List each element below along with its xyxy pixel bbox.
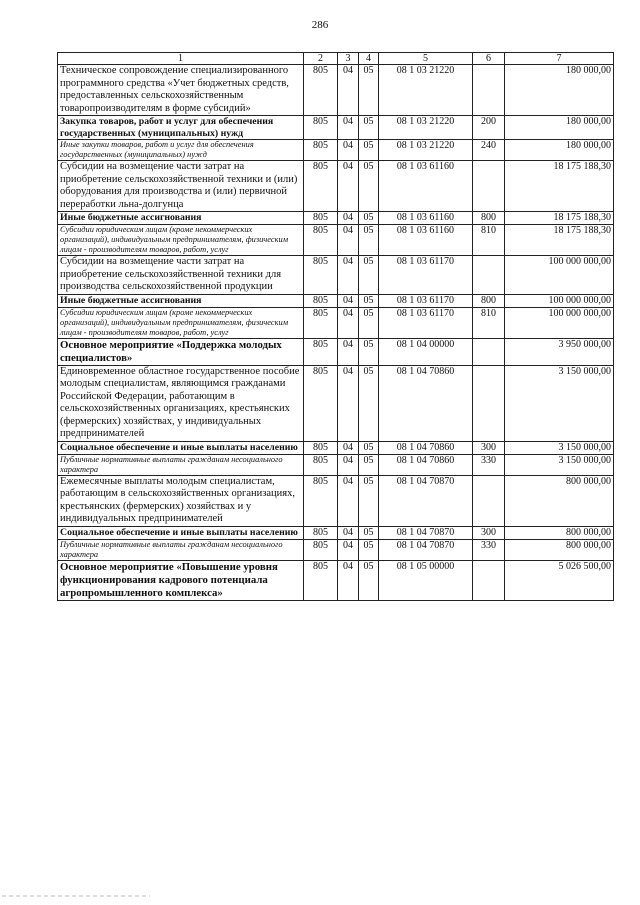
row-name-cell: Публичные нормативные выплаты гражданам несоциального характера: [58, 454, 304, 475]
subsection-cell: 05: [359, 539, 379, 560]
table-row: [58, 140, 614, 161]
subsection-cell: 05: [359, 475, 379, 526]
section-cell: 04: [338, 212, 359, 225]
section-cell: 04: [338, 539, 359, 560]
table-row: [58, 307, 614, 338]
table-row: [58, 256, 614, 295]
section-cell: 04: [338, 140, 359, 161]
section-cell: 04: [338, 454, 359, 475]
table-row: [58, 441, 614, 454]
subsection-cell: 05: [359, 212, 379, 225]
section-cell: 04: [338, 307, 359, 338]
subsection-cell: 05: [359, 161, 379, 212]
expense-type-cell: [473, 161, 505, 212]
amount-cell: 100 000 000,00: [505, 294, 614, 307]
amount-cell: 800 000,00: [505, 539, 614, 560]
column-header: 4: [359, 53, 379, 65]
amount-cell: 180 000,00: [505, 140, 614, 161]
table-row: [58, 116, 614, 140]
row-name-cell: Основное мероприятие «Повышение уровня функционирования кадрового потенциала агропромышленного комплекса»: [58, 560, 304, 600]
section-cell: 04: [338, 65, 359, 116]
amount-cell: 180 000,00: [505, 116, 614, 140]
section-cell: 04: [338, 116, 359, 140]
target-article-cell: 08 1 04 70870: [379, 526, 473, 539]
table-row: [58, 161, 614, 212]
table-row: [58, 475, 614, 526]
header-row: [58, 53, 614, 65]
code-admin-cell: 805: [304, 225, 338, 256]
scan-artifact: [0, 893, 160, 899]
expense-type-cell: 200: [473, 116, 505, 140]
amount-cell: 800 000,00: [505, 475, 614, 526]
expense-type-cell: [473, 560, 505, 600]
row-name-cell: Субсидии на возмещение части затрат на приобретение сельскохозяйственной техники и (или) оборудования для производства и (или) первичной переработки льна-долгунца: [58, 161, 304, 212]
row-name-cell: Субсидии на возмещение части затрат на приобретение сельскохозяйственной техники для производства сельскохозяйственной продукции: [58, 256, 304, 295]
section-cell: 04: [338, 441, 359, 454]
amount-cell: 800 000,00: [505, 526, 614, 539]
amount-cell: 3 950 000,00: [505, 338, 614, 365]
row-name-cell: Иные бюджетные ассигнования: [58, 212, 304, 225]
section-cell: 04: [338, 256, 359, 295]
amount-cell: 100 000 000,00: [505, 307, 614, 338]
subsection-cell: 05: [359, 560, 379, 600]
section-cell: 04: [338, 365, 359, 441]
code-admin-cell: 805: [304, 539, 338, 560]
target-article-cell: 08 1 03 61170: [379, 294, 473, 307]
table-body: [58, 65, 614, 601]
code-admin-cell: 805: [304, 294, 338, 307]
expense-type-cell: 300: [473, 526, 505, 539]
expense-type-cell: [473, 256, 505, 295]
target-article-cell: 08 1 03 61160: [379, 161, 473, 212]
table-row: [58, 212, 614, 225]
amount-cell: 3 150 000,00: [505, 454, 614, 475]
code-admin-cell: 805: [304, 212, 338, 225]
amount-cell: 5 026 500,00: [505, 560, 614, 600]
target-article-cell: 08 1 04 70870: [379, 475, 473, 526]
code-admin-cell: 805: [304, 65, 338, 116]
column-header: 6: [473, 53, 505, 65]
code-admin-cell: 805: [304, 307, 338, 338]
column-header: 3: [338, 53, 359, 65]
table-row: [58, 365, 614, 441]
section-cell: 04: [338, 475, 359, 526]
subsection-cell: 05: [359, 225, 379, 256]
target-article-cell: 08 1 04 70860: [379, 365, 473, 441]
amount-cell: 18 175 188,30: [505, 212, 614, 225]
amount-cell: 18 175 188,30: [505, 161, 614, 212]
amount-cell: 100 000 000,00: [505, 256, 614, 295]
subsection-cell: 05: [359, 454, 379, 475]
target-article-cell: 08 1 03 61170: [379, 256, 473, 295]
code-admin-cell: 805: [304, 116, 338, 140]
row-name-cell: Единовременное областное государственное пособие молодым специалистам, являющимся гражданами Российской Федерации, работающим в сельскохозяйственных организациях, крестьянских (фермерских) хозяйствах, у индивидуальных предпринимателей: [58, 365, 304, 441]
amount-cell: 3 150 000,00: [505, 441, 614, 454]
code-admin-cell: 805: [304, 526, 338, 539]
target-article-cell: 08 1 03 61160: [379, 212, 473, 225]
code-admin-cell: 805: [304, 161, 338, 212]
code-admin-cell: 805: [304, 560, 338, 600]
expense-type-cell: 240: [473, 140, 505, 161]
code-admin-cell: 805: [304, 256, 338, 295]
budget-table: [57, 52, 614, 601]
section-cell: 04: [338, 225, 359, 256]
row-name-cell: Субсидии юридическим лицам (кроме некоммерческих организаций), индивидуальным предпринимателям, физическим лицам - производителям товаров, работ, услуг: [58, 307, 304, 338]
expense-type-cell: 800: [473, 294, 505, 307]
section-cell: 04: [338, 526, 359, 539]
target-article-cell: 08 1 03 21220: [379, 116, 473, 140]
subsection-cell: 05: [359, 140, 379, 161]
subsection-cell: 05: [359, 441, 379, 454]
row-name-cell: Ежемесячные выплаты молодым специалистам, работающим в сельскохозяйственных организациях, крестьянских (фермерских) хозяйствах и у индивидуальных предпринимателей: [58, 475, 304, 526]
code-admin-cell: 805: [304, 441, 338, 454]
code-admin-cell: 805: [304, 454, 338, 475]
code-admin-cell: 805: [304, 365, 338, 441]
table-row: [58, 225, 614, 256]
target-article-cell: 08 1 04 70860: [379, 441, 473, 454]
subsection-cell: 05: [359, 65, 379, 116]
amount-cell: 18 175 188,30: [505, 225, 614, 256]
row-name-cell: Публичные нормативные выплаты гражданам несоциального характера: [58, 539, 304, 560]
table-row: [58, 539, 614, 560]
row-name-cell: Иные закупки товаров, работ и услуг для обеспечения государственных (муниципальных) нужд: [58, 140, 304, 161]
target-article-cell: 08 1 04 70870: [379, 539, 473, 560]
code-admin-cell: 805: [304, 338, 338, 365]
expense-type-cell: 810: [473, 307, 505, 338]
subsection-cell: 05: [359, 294, 379, 307]
expense-type-cell: 330: [473, 539, 505, 560]
column-header: 5: [379, 53, 473, 65]
column-header: 1: [58, 53, 304, 65]
subsection-cell: 05: [359, 526, 379, 539]
section-cell: 04: [338, 161, 359, 212]
table-row: [58, 65, 614, 116]
page-number: 286: [311, 19, 329, 31]
expense-type-cell: 300: [473, 441, 505, 454]
table-row: [58, 294, 614, 307]
row-name-cell: Социальное обеспечение и иные выплаты населению: [58, 526, 304, 539]
subsection-cell: 05: [359, 365, 379, 441]
expense-type-cell: [473, 338, 505, 365]
subsection-cell: 05: [359, 338, 379, 365]
table-row: [58, 454, 614, 475]
section-cell: 04: [338, 294, 359, 307]
code-admin-cell: 805: [304, 140, 338, 161]
target-article-cell: 08 1 03 21220: [379, 140, 473, 161]
section-cell: 04: [338, 560, 359, 600]
target-article-cell: 08 1 04 70860: [379, 454, 473, 475]
row-name-cell: Закупка товаров, работ и услуг для обеспечения государственных (муниципальных) нужд: [58, 116, 304, 140]
expense-type-cell: [473, 365, 505, 441]
row-name-cell: Техническое сопровождение специализированного программного средства «Учет бюджетных средств, предоставленных сельскохозяйственным товаропроизводителям в форме субсидий»: [58, 65, 304, 116]
column-header: 2: [304, 53, 338, 65]
subsection-cell: 05: [359, 256, 379, 295]
expense-type-cell: 800: [473, 212, 505, 225]
section-cell: 04: [338, 338, 359, 365]
target-article-cell: 08 1 04 00000: [379, 338, 473, 365]
row-name-cell: Иные бюджетные ассигнования: [58, 294, 304, 307]
expense-type-cell: 330: [473, 454, 505, 475]
code-admin-cell: 805: [304, 475, 338, 526]
expense-type-cell: [473, 65, 505, 116]
row-name-cell: Основное мероприятие «Поддержка молодых специалистов»: [58, 338, 304, 365]
column-header: 7: [505, 53, 614, 65]
table-row: [58, 560, 614, 600]
row-name-cell: Субсидии юридическим лицам (кроме некоммерческих организаций), индивидуальным предпринимателям, физическим лицам - производителям товаров, работ, услуг: [58, 225, 304, 256]
target-article-cell: 08 1 05 00000: [379, 560, 473, 600]
target-article-cell: 08 1 03 61160: [379, 225, 473, 256]
target-article-cell: 08 1 03 21220: [379, 65, 473, 116]
row-name-cell: Социальное обеспечение и иные выплаты населению: [58, 441, 304, 454]
target-article-cell: 08 1 03 61170: [379, 307, 473, 338]
subsection-cell: 05: [359, 116, 379, 140]
table-row: [58, 338, 614, 365]
expense-type-cell: [473, 475, 505, 526]
amount-cell: 3 150 000,00: [505, 365, 614, 441]
expense-type-cell: 810: [473, 225, 505, 256]
subsection-cell: 05: [359, 307, 379, 338]
table-row: [58, 526, 614, 539]
amount-cell: 180 000,00: [505, 65, 614, 116]
